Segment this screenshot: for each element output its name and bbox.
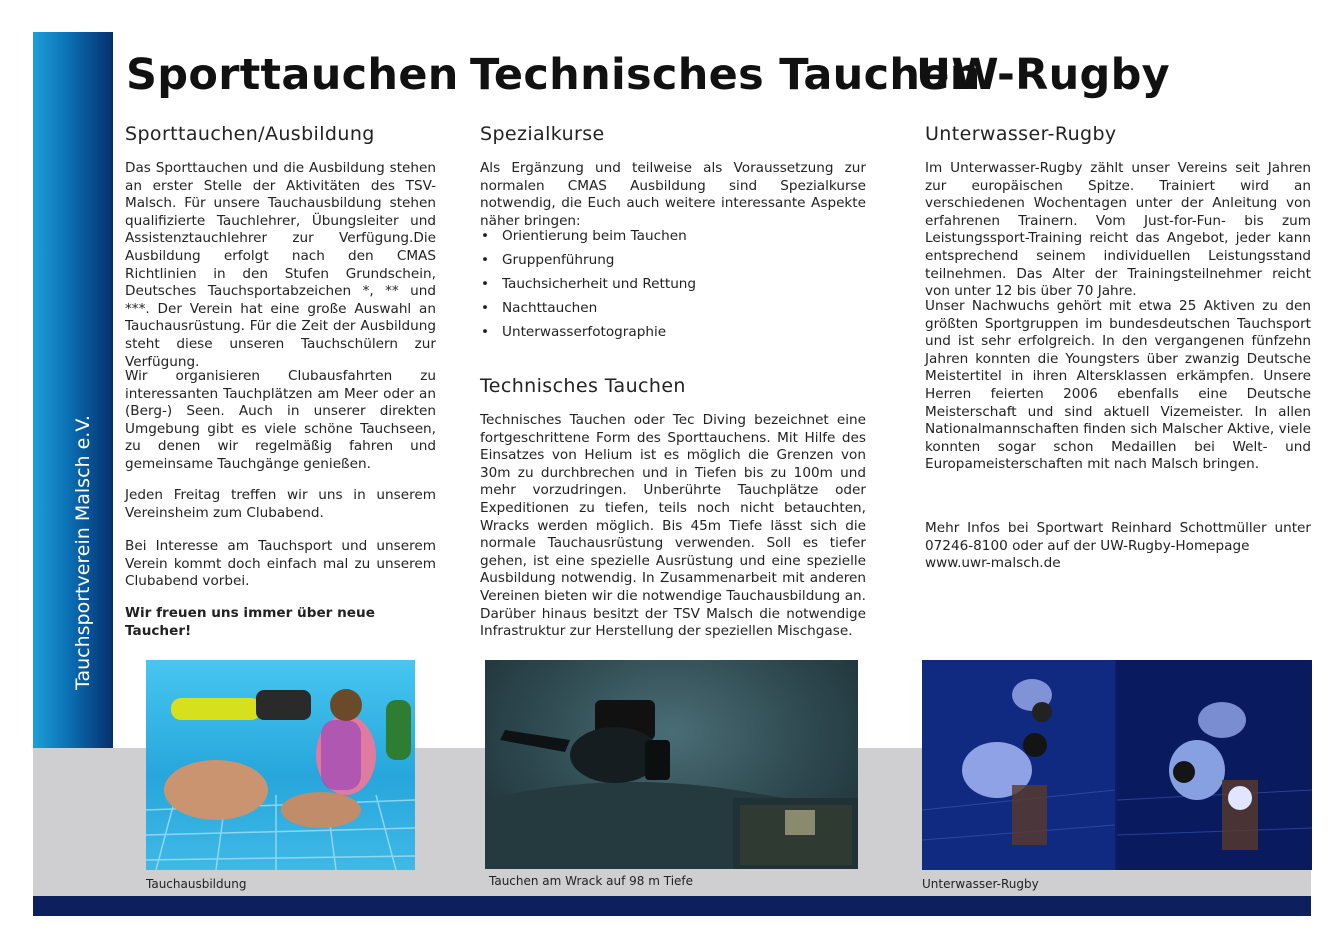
title-uw-rugby: UW-Rugby — [916, 50, 1170, 100]
list-item: • Nachttauchen — [481, 298, 696, 322]
subtitle-unterwasser-rugby: Unterwasser-Rugby — [925, 123, 1117, 145]
spezialkurse-list — [481, 226, 696, 346]
paragraph-rugby-nachwuchs: Unser Nachwuchs gehört mit etwa 25 Aktiven zu den größten Sportgruppen im bundesdeutschen Tauchsport und ist sehr erfolgreich. In den vergangenen fünfzehn Jahren konnten die Youngsters über zwanzig Deutsche Meistertitel in ihren Altersklassen erkämpfen. Unsere Herren feierten 2006 ebenfalls eine Deutsche Meisterschaft und sind aktuell Vizemeister. In allen Nationalmannschaften finden sich Malscher Aktive, viele konnten sogar schon Medaillen bei Welt- und Europameisterschaften mit nach Malsch bringen. — [925, 298, 1311, 473]
list-item: • Orientierung beim Tauchen — [481, 226, 696, 250]
caption-tauchausbildung: Tauchausbildung — [146, 877, 247, 891]
info-text: Mehr Infos bei Sportwart Reinhard Schottmüller unter 07246-8100 oder auf der UW-Rugby-Homepage — [925, 520, 1311, 554]
photo-tauchausbildung-graphic — [146, 660, 415, 870]
homepage-link[interactable]: www.uwr-malsch.de — [925, 555, 1061, 572]
photo-rugby-graphic — [922, 660, 1312, 870]
title-sporttauchen: Sporttauchen — [126, 50, 459, 100]
photo-wrack — [485, 660, 858, 869]
subtitle-sporttauchen-ausbildung: Sporttauchen/Ausbildung — [125, 123, 375, 145]
subtitle-technisches-tauchen: Technisches Tauchen — [480, 375, 686, 397]
subtitle-spezialkurse: Spezialkurse — [480, 123, 605, 145]
photo-tauchausbildung — [146, 660, 415, 870]
paragraph-clubabend: Jeden Freitag treffen wir uns in unserem Vereinsheim zum Clubabend. — [125, 487, 436, 521]
paragraph-technisches-tauchen: Technisches Tauchen oder Tec Diving bezeichnet eine fortgeschrittene Form des Sporttauchens. Mit Hilfe des Einsatzes von Helium ist es möglich die Grenzen von 30m zu durchbrechen und in Tiefen bis zu 100m und mehr vorzudringen. Unberührte Tauchplätze oder Expeditionen zu tiefen, teils noch nicht betauchten, Wracks werden möglich. Bis 45m Tiefe lässt sich die normale Tauchausrüstung verwenden. Soll es tiefer gehen, ist eine spezielle Ausrüstung und eine spezielle Ausbildung notwendig. In Zusammenarbeit mit anderen Vereinen bieten wir die notwendige Tauchausbildung an. Darüber hinaus besitzt der TSV Malsch die notwendige Infrastruktur zur Herstellung der speziellen Mischgase. — [480, 412, 866, 640]
paragraph-clubausfahrten: Wir organisieren Clubausfahrten zu interessanten Tauchplätzen am Meer oder an (Berg-) Seen. Auch in unserer direkten Umgebung gibt es viele schöne Tauchseen, zu denen wir regelmäßig fahren und gemeinsame Tauchgänge genießen. — [125, 368, 436, 472]
caption-wrack: Tauchen am Wrack auf 98 m Tiefe — [489, 874, 694, 888]
title-technisches-tauchen: Technisches Tauchen — [470, 50, 981, 100]
paragraph-rugby-info — [925, 520, 1311, 573]
paragraph-spezialkurse-intro: Als Ergänzung und teilweise als Voraussetzung zur normalen CMAS Ausbildung sind Spezialkurse notwendig, die Euch auch weitere interessante Aspekte näher bringen: — [480, 160, 866, 229]
paragraph-ausbildung: Das Sporttauchen und die Ausbildung stehen an erster Stelle der Aktivitäten des TSV-Malsch. Für unsere Tauchausbildung stehen qualifizierte Tauchlehrer, Übungsleiter und Assistenztauchlehrer zur Verfügung.Die Ausbildung erfolgt nach den CMAS Richtlinien in den Stufen Grundschein, Deutsches Tauchsportabzeichen *, ** und ***. Der Verein hat eine große Auswahl an Tauchausrüstung. Für die Zeit der Ausbildung steht diese unseren Tauchschülern zur Verfügung. — [125, 160, 436, 370]
list-item: • Gruppenführung — [481, 250, 696, 274]
list-item: • Unterwasserfotographie — [481, 322, 696, 346]
list-item: • Tauchsicherheit und Rettung — [481, 274, 696, 298]
sidebar-club-name: Tauchsportverein Malsch e.V. — [72, 415, 94, 690]
photo-unterwasser-rugby — [922, 660, 1312, 870]
paragraph-rugby-training: Im Unterwasser-Rugby zählt unser Vereins seit Jahren zur europäischen Spitze. Trainiert wird an verschiedenen Wochentagen unter der Anleitung von erfahrenen Trainern. Vom Just-for-Fun- bis zum Leistungssport-Training reicht das Angebot, jeder kann entsprechend seinem individuellen Leistungsstand teilnehmen. Das Alter der Trainingsteilnehmer reicht von unter 12 bis über 70 Jahre. — [925, 160, 1311, 300]
caption-rugby: Unterwasser-Rugby — [922, 877, 1039, 891]
closing-statement: Wir freuen uns immer über neue Taucher! — [125, 605, 375, 639]
photo-wrack-graphic — [485, 660, 858, 869]
paragraph-interesse: Bei Interesse am Tauchsport und unserem Verein kommt doch einfach mal zu unserem Clubabend vorbei. — [125, 538, 436, 590]
navy-footer-band — [33, 896, 1311, 916]
